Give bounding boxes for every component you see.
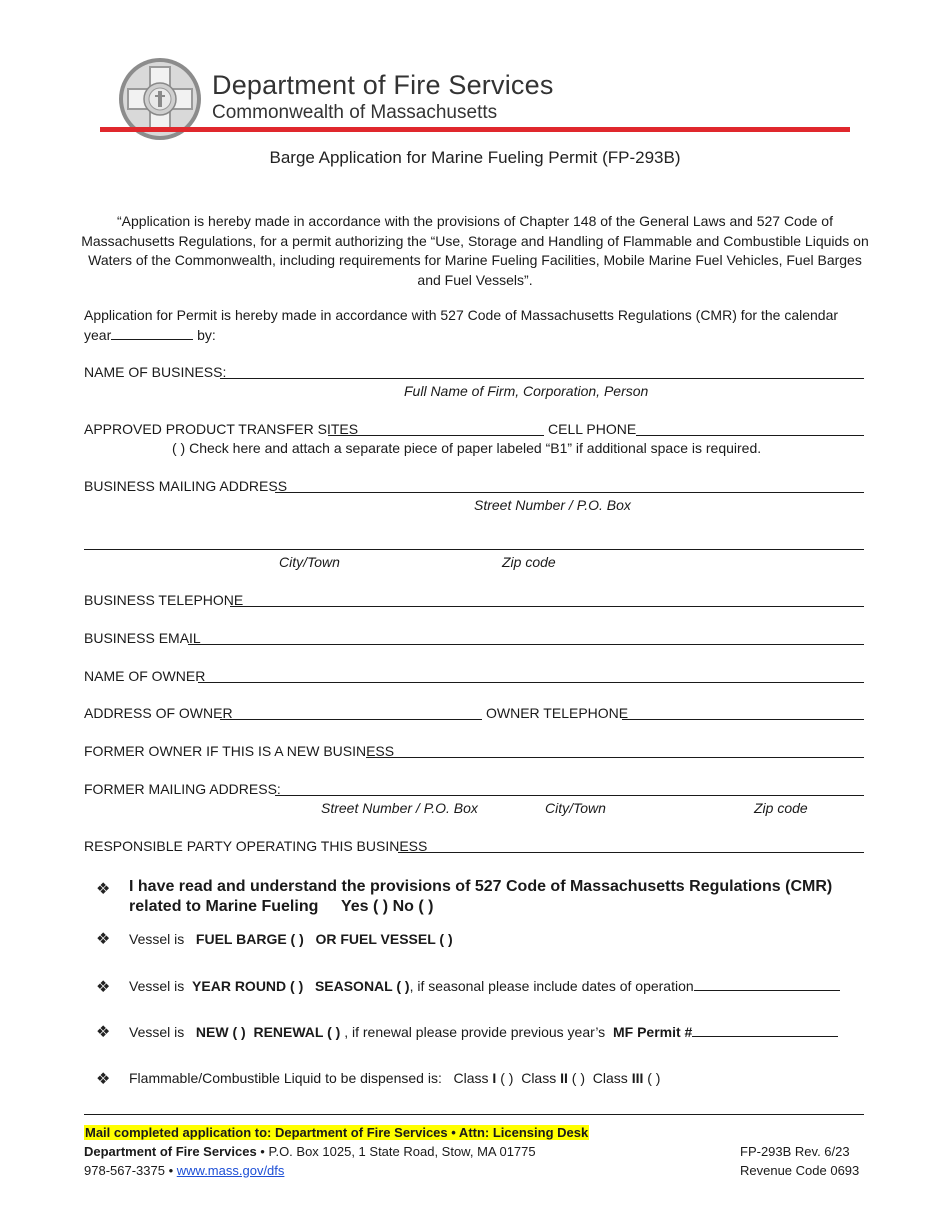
diamond-bullet-icon: ❖	[96, 979, 111, 996]
fuel-vessel-option[interactable]: OR FUEL VESSEL ( )	[315, 931, 453, 947]
mailing-address-label: BUSINESS MAILING ADDRESS	[84, 478, 288, 494]
class-iii-option[interactable]	[593, 1070, 661, 1086]
business-telephone-label: BUSINESS TELEPHONE	[84, 592, 244, 608]
new-option[interactable]: NEW ( )	[195, 1024, 246, 1040]
vessel-season-row	[129, 978, 840, 994]
class-i-paren: ( )	[500, 1070, 514, 1086]
address-of-owner-field[interactable]	[220, 719, 482, 720]
class-i-numeral: I	[492, 1070, 497, 1086]
header-red-rule	[100, 127, 850, 132]
former-owner-field[interactable]	[366, 757, 864, 758]
mailing-street-hint: Street Number / P.O. Box	[474, 497, 631, 513]
class-ii-numeral: II	[560, 1070, 568, 1086]
name-of-business-field[interactable]	[220, 378, 864, 379]
cell-phone-field[interactable]	[636, 435, 864, 436]
footer-rule	[84, 1114, 864, 1115]
mailing-zip-hint: Zip code	[502, 554, 556, 570]
form-revision: FP-293B Rev. 6/23	[740, 1144, 850, 1159]
former-mailing-label: FORMER MAILING ADDRESS:	[84, 781, 281, 797]
department-subtitle: Commonwealth of Massachusetts	[212, 102, 498, 123]
former-city-hint: City/Town	[545, 800, 606, 816]
name-of-owner-label: NAME OF OWNER	[84, 668, 206, 684]
diamond-bullet-icon: ❖	[96, 881, 111, 898]
mf-permit-label: MF Permit #	[612, 1024, 693, 1040]
transfer-sites-field[interactable]	[328, 435, 544, 436]
footer-address-text: • P.O. Box 1025, 1 State Road, Stow, MA 01775	[256, 1144, 536, 1159]
former-owner-label: FORMER OWNER IF THIS IS A NEW BUSINESS	[84, 743, 395, 759]
year-round-option[interactable]: YEAR ROUND ( )	[192, 978, 304, 994]
address-of-owner-label: ADDRESS OF OWNER	[84, 705, 233, 721]
business-email-label: BUSINESS EMAIL	[84, 630, 201, 646]
seasonal-option[interactable]: SEASONAL ( )	[314, 978, 410, 994]
renewal-note: , if renewal please provide previous year’s	[340, 1024, 606, 1040]
cell-phone-label: CELL PHONE	[548, 421, 637, 437]
mailing-city-hint: City/Town	[279, 554, 340, 570]
liquid-label: Flammable/Combustible Liquid to be dispensed is:	[129, 1070, 442, 1086]
vessel-type-row	[129, 931, 453, 947]
para2-text: Application for Permit is hereby made in accordance with 527 Code of Massachusetts Regulations (CMR) for the calendar	[84, 307, 839, 323]
vessel-renewal-row	[129, 1024, 838, 1040]
footer-address	[84, 1143, 536, 1161]
form-title: Barge Application for Marine Fueling Permit (FP-293B)	[269, 148, 681, 167]
class-word: Class	[453, 1070, 489, 1086]
former-mailing-field[interactable]	[275, 795, 864, 796]
diamond-bullet-icon: ❖	[96, 1071, 111, 1088]
para2-year-word: year	[84, 326, 112, 343]
department-name: Department of Fire Services	[212, 70, 554, 100]
revenue-code: Revenue Code 0693	[740, 1163, 860, 1178]
responsible-party-label: RESPONSIBLE PARTY OPERATING THIS BUSINESS	[84, 838, 428, 854]
seasonal-note: , if seasonal please include dates of operation	[409, 978, 694, 994]
mail-instructions	[84, 1124, 589, 1142]
renewal-option[interactable]: RENEWAL ( )	[253, 1024, 341, 1040]
class-word: Class	[592, 1070, 628, 1086]
diamond-bullet-icon: ❖	[96, 1024, 111, 1041]
footer-dept-name: Department of Fire Services	[84, 1144, 257, 1159]
mailing-city-zip-field[interactable]	[84, 549, 864, 550]
vessel-is-label: Vessel is	[129, 1024, 185, 1040]
para2-by: by:	[197, 326, 216, 343]
business-telephone-field[interactable]	[230, 606, 864, 607]
responsible-party-field[interactable]	[398, 852, 864, 853]
owner-telephone-field[interactable]	[622, 719, 864, 720]
transfer-sites-label: APPROVED PRODUCT TRANSFER SITES	[84, 421, 359, 437]
liquid-class-row	[129, 1070, 660, 1086]
former-street-hint: Street Number / P.O. Box	[321, 800, 478, 816]
cmr-no-option[interactable]: No ( )	[392, 898, 434, 915]
class-i-option[interactable]	[454, 1070, 514, 1086]
footer-contact	[84, 1162, 284, 1180]
mf-permit-field[interactable]	[692, 1024, 838, 1037]
mailing-street-field[interactable]	[275, 492, 864, 493]
class-word: Class	[521, 1070, 557, 1086]
cmr-ack-line1: I have read and understand the provisions of 527 Code of Massachusetts Regulations (CMR)	[129, 878, 833, 895]
calendar-year-paragraph	[84, 306, 874, 345]
class-ii-paren: ( )	[571, 1070, 585, 1086]
name-of-business-label: NAME OF BUSINESS:	[84, 364, 227, 380]
calendar-year-field[interactable]	[111, 327, 193, 340]
name-of-business-hint: Full Name of Firm, Corporation, Person	[404, 383, 649, 399]
former-zip-hint: Zip code	[754, 800, 808, 816]
cmr-yes-option[interactable]: Yes ( )	[340, 898, 389, 915]
diamond-bullet-icon: ❖	[96, 931, 111, 948]
owner-telephone-label: OWNER TELEPHONE	[486, 705, 629, 721]
class-iii-numeral: III	[631, 1070, 644, 1086]
class-iii-paren: ( )	[647, 1070, 661, 1086]
name-of-owner-field[interactable]	[198, 682, 864, 683]
cmr-acknowledgement	[129, 877, 869, 917]
vessel-is-label: Vessel is	[129, 931, 185, 947]
business-email-field[interactable]	[188, 644, 864, 645]
footer-phone: 978-567-3375	[84, 1163, 165, 1178]
cmr-ack-line2: related to Marine Fueling	[129, 898, 319, 915]
class-ii-option[interactable]	[521, 1070, 585, 1086]
seasonal-dates-field[interactable]	[694, 978, 840, 991]
mail-highlight: Mail completed application to: Department of Fire Services • Attn: Licensing Desk	[85, 1125, 589, 1140]
b1-checkbox-note[interactable]: ( ) Check here and attach a separate piece of paper labeled “B1” if additional space is required.	[172, 440, 762, 456]
footer-website-link[interactable]: www.mass.gov/dfs	[176, 1163, 285, 1178]
intro-paragraph: “Application is hereby made in accordance with the provisions of Chapter 148 of the General Laws and 527 Code of Massachusetts Regulations, for a permit authorizing the “Use, Storage and Handling of Flammable and Combustible Liquids on Waters of the Commonwealth, including requirements for Marine Fueling Facilities, Mobile Marine Fuel Vehicles, Fuel Barges and Fuel Vessels”.	[81, 213, 869, 288]
footer-sep: •	[164, 1163, 177, 1178]
fuel-barge-option[interactable]: FUEL BARGE ( )	[195, 931, 304, 947]
vessel-is-label: Vessel is	[129, 978, 185, 994]
